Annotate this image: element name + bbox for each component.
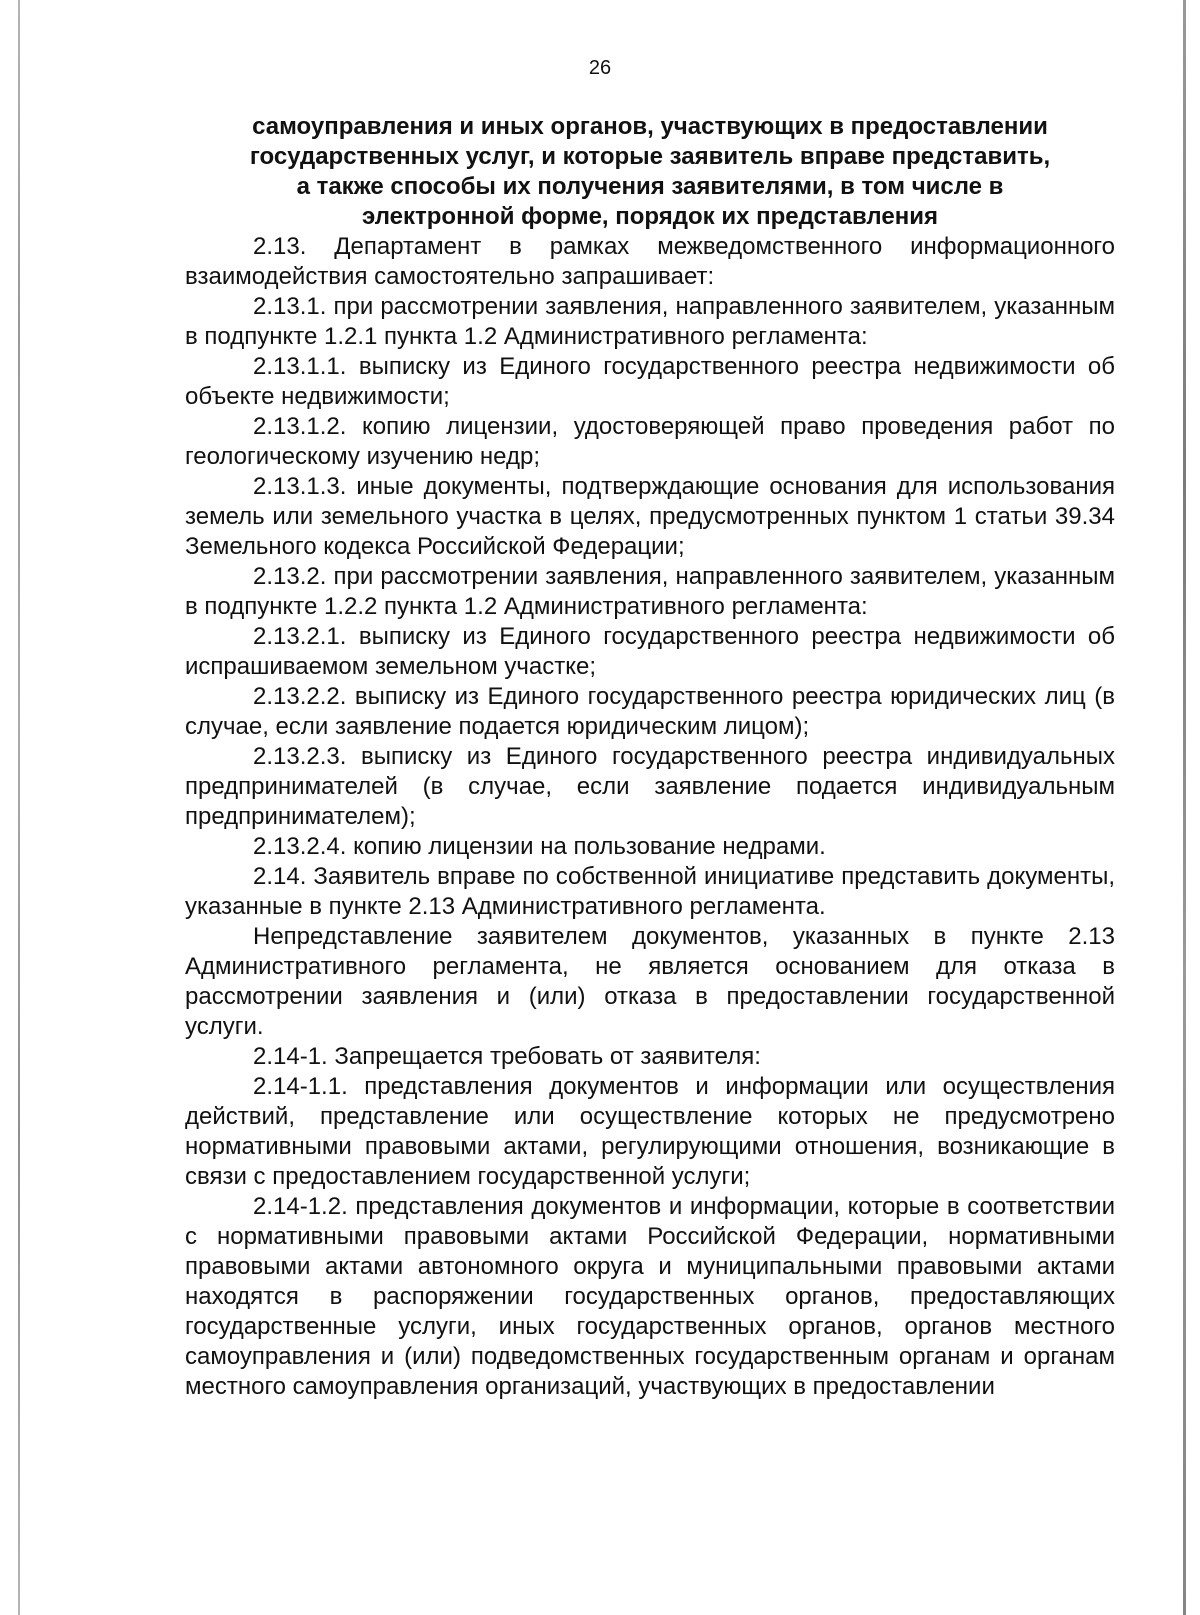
- paragraph-2-13: 2.13. Департамент в рамках межведомственного информационного взаимодействия самостоятельно запрашивает:: [185, 233, 1115, 290]
- paragraph-2-13-1-2: 2.13.1.2. копию лицензии, удостоверяющей право проведения работ по геологическому изучению недр;: [185, 413, 1115, 470]
- document-body: [185, 112, 1115, 1402]
- paragraph-non-submission: Непредставление заявителем документов, указанных в пункте 2.13 Административного регламента, не является основанием для отказа в рассмотрении заявления и (или) отказа в предоставлении государственной услуги.: [185, 923, 1115, 1040]
- paragraph-2-14-1: 2.14-1. Запрещается требовать от заявителя:: [253, 1043, 761, 1070]
- heading-line: электронной форме, порядок их представления: [362, 203, 938, 230]
- paragraph-2-14-1-1: 2.14-1.1. представления документов и информации или осуществления действий, представление или осуществление которых не предусмотрено нормативными правовыми актами, регулирующими отношения, возникающие в связи с предоставлением государственной услуги;: [185, 1073, 1115, 1190]
- section-heading: [175, 112, 1125, 232]
- heading-line: государственных услуг, и которые заявитель вправе представить,: [249, 143, 1051, 170]
- paragraph-2-14-1-2: 2.14-1.2. представления документов и информации, которые в соответствии с нормативными правовыми актами Российской Федерации, нормативными правовыми актами автономного округа и муниципальными правовыми актами находятся в распоряжении государственных органов, предоставляющих государственные услуги, иных государственных органов, органов местного самоуправления и (или) подведомственных государственным органам и органам местного самоуправления организаций, участвующих в предоставлении: [185, 1193, 1115, 1400]
- scan-edge-right: [1183, 0, 1186, 1615]
- paragraph-2-13-2-1: 2.13.2.1. выписку из Единого государственного реестра недвижимости об испрашиваемом земельном участке;: [185, 623, 1115, 680]
- page-number: 26: [588, 57, 612, 79]
- paragraph-2-13-1: 2.13.1. при рассмотрении заявления, направленного заявителем, указанным в подпункте 1.2.1 пункта 1.2 Административного регламента:: [185, 293, 1115, 350]
- paragraph-2-13-2: 2.13.2. при рассмотрении заявления, направленного заявителем, указанным в подпункте 1.2.2 пункта 1.2 Административного регламента:: [185, 563, 1115, 620]
- paragraph-2-13-2-4: 2.13.2.4. копию лицензии на пользование недрами.: [253, 833, 826, 860]
- paragraph-2-13-2-3: 2.13.2.3. выписку из Единого государственного реестра индивидуальных предпринимателей (в случае, если заявление подается индивидуальным предпринимателем);: [185, 743, 1115, 830]
- heading-line: а также способы их получения заявителями, в том числе в: [296, 173, 1004, 200]
- heading-line: самоуправления и иных органов, участвующих в предоставлении: [252, 113, 1048, 140]
- scan-edge-left: [18, 0, 20, 1615]
- paragraph-2-13-1-3: 2.13.1.3. иные документы, подтверждающие основания для использования земель или земельного участка в целях, предусмотренных пунктом 1 статьи 39.34 Земельного кодекса Российской Федерации;: [185, 473, 1115, 560]
- paragraph-2-14: 2.14. Заявитель вправе по собственной инициативе представить документы, указанные в пункте 2.13 Административного регламента.: [185, 863, 1115, 920]
- paragraph-2-13-1-1: 2.13.1.1. выписку из Единого государственного реестра недвижимости об объекте недвижимости;: [185, 353, 1115, 410]
- paragraph-2-13-2-2: 2.13.2.2. выписку из Единого государственного реестра юридических лиц (в случае, если заявление подается юридическим лицом);: [185, 683, 1115, 740]
